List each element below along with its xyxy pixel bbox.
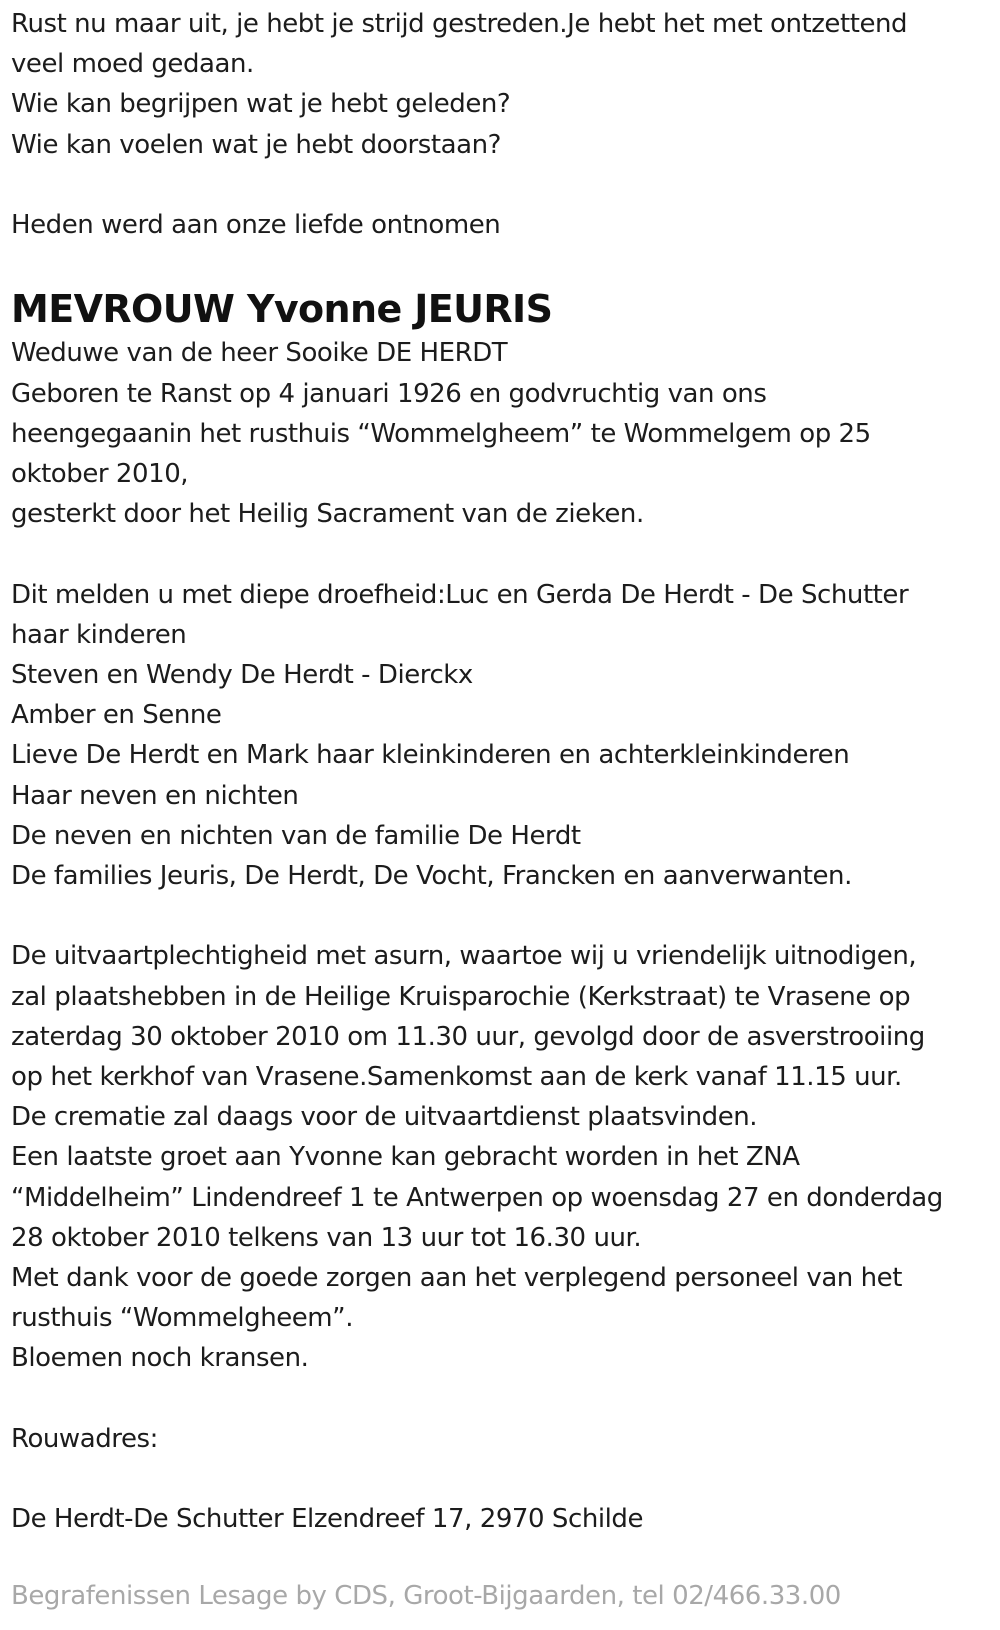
detail-line: heengegaanin het rusthuis “Wommelgheem” te Wommelgem op 25 xyxy=(11,418,871,449)
family-line: Dit melden u met diepe droefheid:Luc en Gerda De Herdt - De Schutter xyxy=(11,579,909,610)
poem-line: Rust nu maar uit, je hebt je strijd gestreden.Je hebt het met ontzettend xyxy=(11,9,908,39)
ceremony-line: 28 oktober 2010 telkens van 13 uur tot 16.30 uur. xyxy=(11,1222,642,1253)
poem-line: Wie kan voelen wat je hebt doorstaan? xyxy=(11,129,501,160)
spacer xyxy=(11,165,990,205)
ceremony-line: zal plaatshebben in de Heilige Kruisparochie (Kerkstraat) te Vrasene op xyxy=(11,981,911,1012)
family-line: haar kinderen xyxy=(11,619,187,650)
mourning-address: De Herdt-De Schutter Elzendreef 17, 2970 Schilde xyxy=(11,1504,643,1535)
ceremony-line: Bloemen noch kransen. xyxy=(11,1343,309,1374)
ceremony-line: zaterdag 30 oktober 2010 om 11.30 uur, gevolgd door de asverstrooiing xyxy=(11,1021,925,1052)
family-line: De families Jeuris, De Herdt, De Vocht, Francken en aanverwanten. xyxy=(11,861,852,892)
poem-section xyxy=(11,4,990,165)
funeral-home-footer: Begrafenissen Lesage by CDS, Groot-Bijgaarden, tel 02/466.33.00 xyxy=(11,1581,841,1611)
poem-line: Wie kan begrijpen wat je hebt geleden? xyxy=(11,89,511,120)
detail-line: oktober 2010, xyxy=(11,459,189,489)
ceremony-line: rusthuis “Wommelgheem”. xyxy=(11,1303,354,1334)
detail-line: Geboren te Ranst op 4 januari 1926 en godvruchtig van ons xyxy=(11,378,767,409)
family-line: De neven en nichten van de familie De Herdt xyxy=(11,820,581,851)
ceremony-line: Een laatste groet aan Yvonne kan gebracht worden in het ZNA xyxy=(11,1142,800,1173)
ceremony-line: op het kerkhof van Vrasene.Samenkomst aan de kerk vanaf 11.15 uur. xyxy=(11,1062,902,1093)
family-section xyxy=(11,575,990,897)
ceremony-line: Met dank voor de goede zorgen aan het verplegend personeel van het xyxy=(11,1263,902,1294)
ceremony-line: De crematie zal daags voor de uitvaartdienst plaatsvinden. xyxy=(11,1102,758,1133)
spacer xyxy=(11,896,990,936)
poem-line: veel moed gedaan. xyxy=(11,49,254,80)
ceremony-section xyxy=(11,936,990,1378)
address-label: Rouwadres: xyxy=(11,1423,158,1454)
ceremony-line: De uitvaartplechtigheid met asurn, waartoe wij u vriendelijk uitnodigen, xyxy=(11,941,917,972)
detail-line: Weduwe van de heer Sooike DE HERDT xyxy=(11,338,508,369)
family-line: Steven en Wendy De Herdt - Dierckx xyxy=(11,660,473,690)
deceased-details xyxy=(11,333,990,534)
ceremony-line: “Middelheim” Lindendreef 1 te Antwerpen op woensdag 27 en donderdag xyxy=(11,1182,943,1213)
intro-text: Heden werd aan onze liefde ontnomen xyxy=(11,210,501,240)
spacer xyxy=(11,1459,990,1499)
family-line: Lieve De Herdt en Mark haar kleinkinderen en achterkleinkinderen xyxy=(11,740,850,771)
family-line: Amber en Senne xyxy=(11,700,222,731)
deceased-name: MEVROUW Yvonne JEURIS xyxy=(11,287,553,332)
detail-line: gesterkt door het Heilig Sacrament van de zieken. xyxy=(11,499,644,530)
spacer xyxy=(11,245,990,285)
spacer xyxy=(11,1379,990,1419)
family-line: Haar neven en nichten xyxy=(11,780,299,811)
spacer xyxy=(11,534,990,574)
